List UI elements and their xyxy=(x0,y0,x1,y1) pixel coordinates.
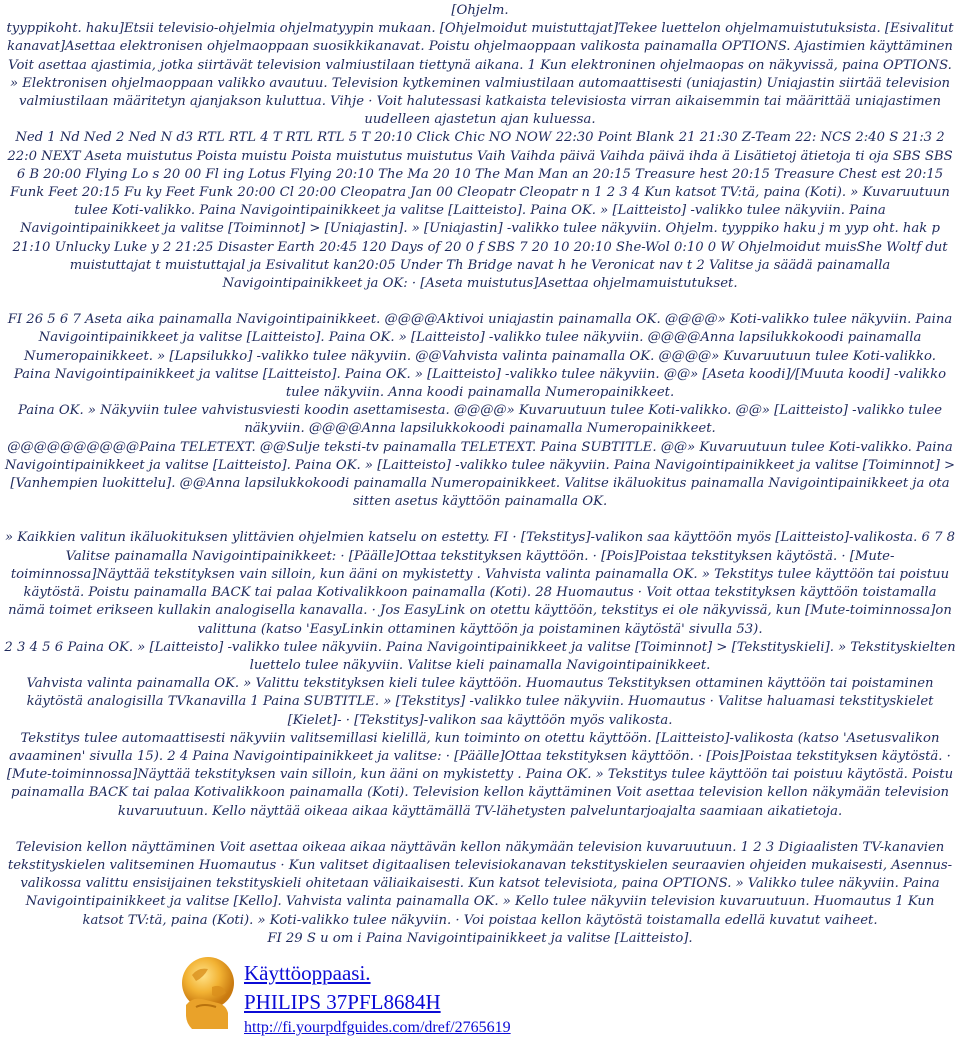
model-link[interactable]: PHILIPS 37PFL8684H xyxy=(244,990,441,1014)
paragraph-4: FI 26 5 6 7 Aseta aika painamalla Navigointipainikkeet. @@@@Aktivoi uniajastin painamalla OK. @@@@» Koti-valikko tulee näkyviin. Paina Navigointipainikkeet ja valitse [Laitteisto]. Paina OK. » [Laitteisto] -valikko tulee näkyviin. @@@@Anna lapsilukkokoodi painamalla Numeropainikkeet. » [Lapsilukko] -valikko tulee näkyviin. @@Vahvista valinta painamalla OK. @@@@» Kuvaruutuun tulee Koti-valikko. xyxy=(7,312,953,364)
paragraph-3: Ned 1 Nd Ned 2 Ned N d3 RTL RTL 4 T RTL RTL 5 T 20:10 Click Chic NO NOW 22:30 Point Blank 21 21:30 Z-Team 22: NCS 2:40 S 21:3 2 22:0 NEXT Aseta muistutus Poista muistu Poista muistutus muistutus Vaih Vaihda päivä Vaihda päivä ihda ä Lisätietoj ätietoja ti oja SBS SBS 6 B 20:00 Flying Lo s 20 00 Fl ing Lotus Flying 20:10 The Ma 20 10 The Man Man an 20:15 Treasure hest 20:15 Treasure Chest est 20:15 Funk Feet 20:15 Fu ky Feet Funk 20:00 Cl 20:00 Cleopatra Jan 00 Cleopatr Cleopatr n 1 2 3 4 Kun katsot TV:tä, paina (Koti). » Kuvaruutuun tulee Koti-valikko. Paina Navigointipainikkeet ja valitse [Laitteisto]. Paina OK. » [Laitteisto] -valikko tulee näkyviin. Paina Navigointipainikkeet ja valitse [Toiminnot] > [Uniajastin]. » [Uniajastin] -valikko tulee näkyviin. Ohjelm. tyyppiko haku j m yyp oht. hak p 21:10 Unlucky Luke y 2 21:25 Disaster Earth 20:45 120 Days of 20 0 f SBS 7 20 10 20:10 She-Wol 0:10 0 W Ohjelmoidut muisShe Woltf dut muistuttajat t muistuttajal ja Esivalitut kan20:05 Under Th Bridge navat h he Veronicat nav t 2 Valitse ja säädä painamalla Navigointipainikkeet ja OK: · [Aseta muistutus]Asettaa ohjelmamuistutukset. xyxy=(7,130,953,292)
paragraph-13: FI 29 S u om i Paina Navigointipainikkeet ja valitse [Laitteisto]. xyxy=(267,930,693,946)
paragraph-8: » Kaikkien valitun ikäluokituksen ylittävien ohjelmien katselu on estetty. FI · [Tekstitys]-valikon saa käyttöön myös [Laitteisto]-valikosta. 6 7 8 Valitse painamalla Navigointipainikkeet: · [Päälle]Ottaa tekstityksen käyttöön. · [Pois]Poistaa tekstityksen käytöstä. · [Mute-toiminnossa]Näyttää tekstityksen vain silloin, kun ääni on mykistetty . Vahvista valinta painamalla OK. » Tekstitys tulee käyttöön tai poistuu käytöstä. Poistu painamalla BACK tai palaa Kotivalikkoon painamalla (Koti). 28 Huomautus · Voit ottaa tekstityksen käyttöön toistamalla nämä toimet erikseen kullakin analogisella kanavalla. · Jos EasyLink on otettu käyttöön, tekstitys ei ole näkyvissä, kun [Mute-toiminnossa]on valittuna (katso 'EasyLinkin ottaminen käyttöön ja poistaminen käytöstä' sivulla 53). xyxy=(4,530,956,637)
paragraph-6: Paina OK. » Näkyviin tulee vahvistusviesti koodin asettamisesta. @@@@» Kuvaruutuun tulee Koti-valikko. @@» [Laitteisto] -valikko tulee näkyviin. @@@@Anna lapsilukkokoodi painamalla Numeropainikkeet. xyxy=(17,403,943,437)
paragraph-11: Tekstitys tulee automaattisesti näkyviin valitsemillasi kielillä, kun toiminto on otettu käyttöön. [Laitteisto]-valikosta (katso 'Asetusvalikon avaaminen' sivulla 15). 2 4 Paina Navigointipainikkeet ja valitse: · [Päälle]Ottaa tekstityksen käyttöön. · [Pois]Poistaa tekstityksen käytöstä. · [Mute-toiminnossa]Näyttää tekstityksen vain silloin, kun ääni on mykistetty . Paina OK. » Tekstitys tulee käyttöön tai poistuu käytöstä. Poistu painamalla BACK tai palaa Kotivalikkoon painamalla (Koti). Television kellon käyttäminen Voit asettaa television kellon näkymään television kuvaruutuun. Kello näyttää oikeaa aikaa käyttämällä TV-lähetysten palveluntarjoajalta saamiaan aikatietoja. xyxy=(6,730,954,819)
spacer xyxy=(4,511,956,529)
spacer xyxy=(4,293,956,311)
manual-title-link[interactable]: Käyttöoppaasi. xyxy=(244,961,371,985)
paragraph-5: Paina Navigointipainikkeet ja valitse [Laitteisto]. Paina OK. » [Laitteisto] -valikko tulee näkyviin. @@» [Aseta koodi]/[Muuta koodi] -valikko tulee näkyviin. Anna koodi painamalla Numeropainikkeet. xyxy=(13,366,947,401)
paragraph-12: Television kellon näyttäminen Voit asettaa oikeaa aikaa näyttävän kellon näkymään television kuvaruutuun. 1 2 3 Digiaalisten TV-kanavien tekstityskielen valitseminen Huomautus · Kun valitset digitaalisen televisiokanavan tekstityskielen seuraavien ohjeiden mukaisesti, Asennus-valikossa valittu ensisijainen tekstityskieli ohitetaan väliaikaisesti. Kun katsot televisiota, paina OPTIONS. » Valikko tulee näkyviin. Paina Navigointipainikkeet ja valitse [Kello]. Vahvista valinta painamalla OK. » Kello tulee näkyviin television kuvaruutuun. Huomautus 1 Kun katsot TV:tä, paina (Koti). » Koti-valikko tulee näkyviin. · Voi poistaa kellon käytöstä toistamalla edellä kuvatut vaiheet. xyxy=(7,839,953,928)
paragraph-2: tyyppikoht. haku]Etsii televisio-ohjelmia ohjelmatyypin mukaan. [Ohjelmoidut muistuttajat]Tekee luettelon ohjelmamuistutuksista. [Esivalitut kanavat]Asettaa elektronisen ohjelmaoppaan suosikkikanavat. Poistu ohjelmaoppaan valikosta painamalla OPTIONS. Ajastimien käyttäminen Voit asettaa ajastimia, jotka siirtävät television valmiustilaan tiettynä aikana. 1 Kun elektroninen ohjelmaopas on näkyvissä, paina OPTIONS. » Elektronisen ohjelmaoppaan valikko avautuu. Television kytkeminen valmiustilaan automaattisesti (uniajastin) Uniajastin siirtää television valmiustilaan määritetyn ajanjakson kuluttua. Vihje · Voit halutessasi katkaista televisiosta virran aikaisemmin tai määrittää uniajastimen uudelleen ajastetun ajan kuluessa. xyxy=(6,21,954,128)
paragraph-7: @@@@@@@@@@Paina TELETEXT. @@Sulje teksti-tv painamalla TELETEXT. Paina SUBTITLE. @@» Kuvaruutuun tulee Koti-valikko. Paina Navigointipainikkeet ja valitse [Laitteisto]. Paina OK. » [Laitteisto] -valikko tulee näkyviin. Paina Navigointipainikkeet ja valitse [Toiminnot] > [Vanhempien luokittelu]. @@Anna lapsilukkokoodi painamalla Numeropainikkeet. Valitse ikäluokitus painamalla Navigointipainikkeet ja ota sitten asetus käyttöön painamalla OK. xyxy=(4,439,956,510)
footer-links xyxy=(244,959,511,1039)
globe-hand-logo-icon xyxy=(178,953,236,1031)
source-url-link[interactable]: http://fi.yourpdfguides.com/dref/2765619 xyxy=(244,1019,511,1036)
paragraph-10: Vahvista valinta painamalla OK. » Valittu tekstityksen kieli tulee käyttöön. Huomautus Tekstityksen ottaminen käyttöön tai poistaminen käytöstä analogisilla TVkanavilla 1 Paina SUBTITLE. » [Tekstitys] -valikko tulee näkyviin. Huomautus · Valitse haluamasi tekstityskielet [Kielet]- · [Tekstitys]-valikon saa käyttöön myös valikosta. xyxy=(26,676,934,728)
paragraph-1: [Ohjelm. xyxy=(451,3,509,18)
document-body xyxy=(4,2,956,948)
footer xyxy=(178,953,598,1053)
paragraph-9: 2 3 4 5 6 Paina OK. » [Laitteisto] -valikko tulee näkyviin. Paina Navigointipainikkeet ja valitse [Toiminnot] > [Tekstityskieli]. » Tekstityskielten luettelo tulee näkyviin. Valitse kieli painamalla Navigointipainikkeet. xyxy=(4,639,956,673)
spacer xyxy=(4,821,956,839)
